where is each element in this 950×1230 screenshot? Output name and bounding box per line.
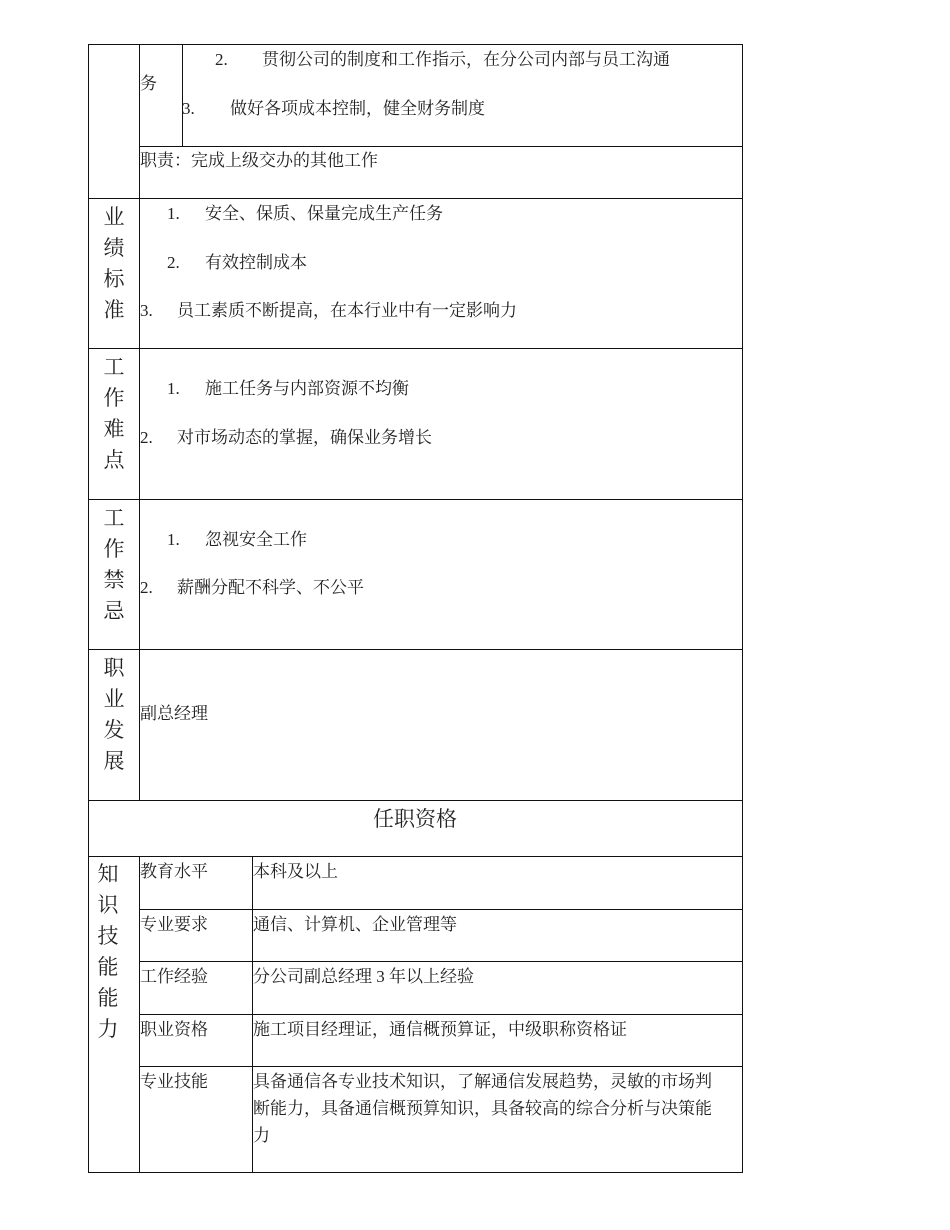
career-text: 副总经理: [140, 704, 208, 723]
difficulty-item-2-text: 对市场动态的掌握，确保业务增长: [177, 428, 432, 447]
qualification-key-education: 教育水平: [140, 862, 208, 881]
task-label-tail: 务: [140, 74, 157, 93]
label-char: 识: [97, 893, 119, 917]
label-char: 职: [103, 656, 125, 680]
qualification-key-experience: 工作经验: [140, 967, 208, 986]
rule-qualifications-top: [88, 800, 743, 801]
performance-item-3-text: 员工素质不断提高，在本行业中有一定影响力: [177, 301, 517, 320]
performance-item-1-text: 安全、保质、保量完成生产任务: [205, 204, 443, 223]
rule-prohibitions-top: [88, 499, 743, 500]
rule-left: [88, 44, 89, 1173]
rule-row-2: [139, 909, 743, 910]
performance-label: [99, 202, 129, 326]
qualification-value-experience: 分公司副总经理 3 年以上经验: [253, 967, 474, 986]
knowledge-skills-label: [93, 859, 123, 1045]
performance-item-2-number: 2.: [167, 253, 180, 272]
label-char: 技: [97, 924, 119, 948]
qualification-value-major: 通信、计算机、企业管理等: [253, 915, 457, 934]
label-char: 力: [97, 1017, 119, 1041]
rule-difficulties-top: [88, 348, 743, 349]
qualification-key-major: 专业要求: [140, 915, 208, 934]
prohibition-item-1-text: 忽视安全工作: [205, 530, 307, 549]
difficulty-item-1-number: 1.: [167, 379, 180, 398]
label-char: 忌: [103, 599, 125, 623]
difficulty-item-1-text: 施工任务与内部资源不均衡: [205, 379, 409, 398]
other-duty-text: 职责：完成上级交办的其他工作: [140, 151, 378, 170]
label-char: 点: [103, 448, 125, 472]
qualification-key-certification: 职业资格: [140, 1020, 208, 1039]
qualification-value-education: 本科及以上: [253, 862, 338, 881]
label-char: 作: [103, 537, 125, 561]
prohibition-item-1-number: 1.: [167, 530, 180, 549]
label-char: 能: [97, 986, 119, 1010]
qualifications-title: 任职资格: [373, 807, 457, 831]
prohibitions-label: [99, 503, 129, 627]
qualification-value-skills: 具备通信各专业技术知识，了解通信发展趋势，灵敏的市场判断能力，具备通信概预算知识，具备较高的综合分析与决策能力: [253, 1072, 712, 1145]
rule-knowledge-top: [88, 856, 743, 857]
qualification-value-certification: 施工项目经理证，通信概预算证，中级职称资格证: [253, 1020, 627, 1039]
rule-duties-sub: [139, 146, 743, 147]
rule-label-col-lower: [139, 856, 140, 1173]
rule-performance-top: [88, 198, 743, 199]
label-char: 业: [103, 687, 125, 711]
label-char: 能: [97, 955, 119, 979]
prohibition-item-2-text: 薪酬分配不科学、不公平: [177, 578, 364, 597]
performance-item-2-text: 有效控制成本: [205, 253, 307, 272]
duty-item-3-number: 3.: [182, 99, 195, 118]
label-char: 难: [103, 417, 125, 441]
difficulties-label: [99, 352, 129, 476]
rule-row-3: [139, 961, 743, 962]
label-char: 发: [103, 718, 125, 742]
duty-item-3-text: 做好各项成本控制，健全财务制度: [230, 99, 485, 118]
rule-right: [742, 44, 743, 1173]
qualification-key-skills: 专业技能: [140, 1072, 208, 1091]
label-char: 业: [103, 205, 125, 229]
label-char: 准: [103, 298, 125, 322]
duty-item-2-text: 贯彻公司的制度和工作指示，在分公司内部与员工沟通: [262, 50, 670, 69]
label-char: 知: [97, 862, 119, 886]
label-char: 禁: [103, 568, 125, 592]
performance-item-3-number: 3.: [140, 301, 153, 320]
rule-row-4: [139, 1014, 743, 1015]
difficulty-item-2-number: 2.: [140, 428, 153, 447]
label-char: 展: [103, 749, 125, 773]
label-char: 绩: [103, 236, 125, 260]
rule-task-sub-col: [182, 44, 183, 147]
career-label: [99, 653, 129, 777]
duty-item-2-number: 2.: [215, 50, 228, 69]
rule-career-top: [88, 649, 743, 650]
label-char: 作: [103, 386, 125, 410]
rule-row-5: [139, 1066, 743, 1067]
label-char: 工: [103, 355, 125, 379]
performance-item-1-number: 1.: [167, 204, 180, 223]
rule-top: [88, 44, 743, 45]
label-char: 工: [103, 506, 125, 530]
rule-bottom: [88, 1172, 743, 1173]
label-char: 标: [103, 267, 125, 291]
prohibition-item-2-number: 2.: [140, 578, 153, 597]
